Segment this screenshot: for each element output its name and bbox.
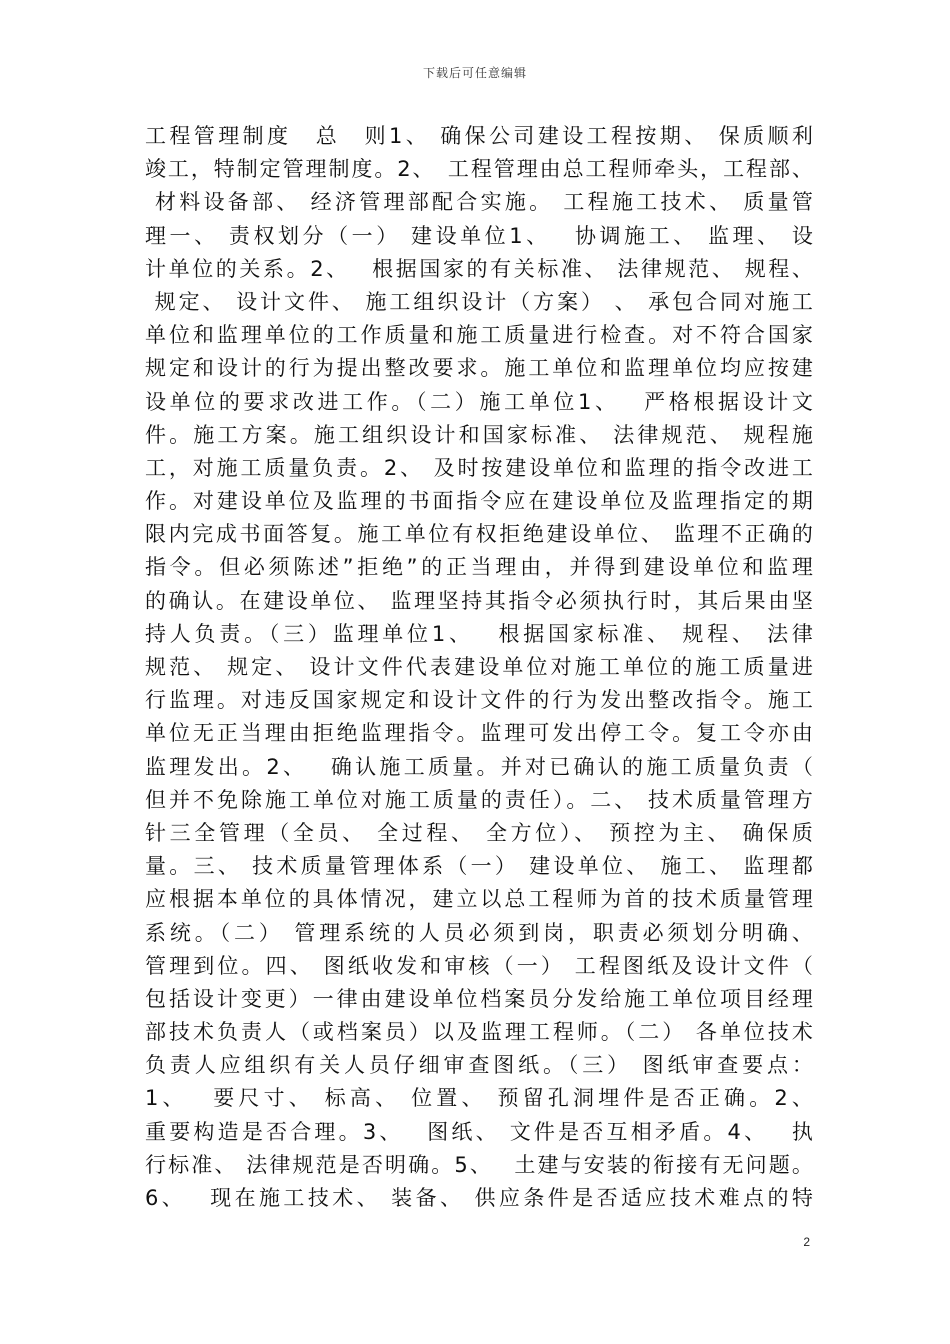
body-line: 工，对施工质量负责。2、 及时按建设单位和监理的指令改进工 <box>145 455 813 480</box>
body-line: 工程管理制度 总 则1、 确保公司建设工程按期、 保质顺利 <box>145 124 813 148</box>
page-header: 下载后可任意编辑 <box>422 66 527 80</box>
body-line: 量。三、 技术质量管理体系（一） 建设单位、 施工、 监理都 <box>145 854 813 879</box>
body-line: 应根据本单位的具体情况，建立以总工程师为首的技术质量管理 <box>145 887 813 912</box>
body-line: 限内完成书面答复。施工单位有权拒绝建设单位、 监理不正确的 <box>145 522 813 547</box>
body-line: 规范、 规定、 设计文件代表建设单位对施工单位的施工质量进 <box>145 655 813 679</box>
body-line: 的确认。在建设单位、 监理坚持其指令必须执行时，其后果由坚 <box>145 588 813 613</box>
body-line: 规定、 设计文件、 施工组织设计（方案） 、 承包合同对施工 <box>145 289 813 314</box>
body-line: 计单位的关系。2、 根据国家的有关标准、 法律规范、 规程、 <box>145 256 813 281</box>
body-line: 监理发出。2、 确认施工质量。并对已确认的施工质量负责（ <box>145 754 813 779</box>
body-line: 但并不免除施工单位对施工质量的责任）。二、 技术质量管理方 <box>145 787 813 812</box>
body-line: 理一、 责权划分（一） 建设单位1、 协调施工、 监理、 设 <box>145 223 813 248</box>
body-line: 行监理。对违反国家规定和设计文件的行为发出整改指令。施工 <box>145 688 813 713</box>
body-line: 系统。（二） 管理系统的人员必须到岗，职责必须划分明确、 <box>145 920 813 945</box>
body-line: 材料设备部、 经济管理部配合实施。 工程施工技术、 质量管 <box>145 190 813 215</box>
body-line: 6、 现在施工技术、 装备、 供应条件是否适应技术难点的特 <box>145 1186 813 1210</box>
body-line: 作。对建设单位及监理的书面指令应在建设单位及监理指定的期 <box>145 489 813 514</box>
body-line: 竣工，特制定管理制度。2、 工程管理由总工程师牵头，工程部、 <box>145 157 813 182</box>
body-line: 包括设计变更）一律由建设单位档案员分发给施工单位项目经理 <box>145 986 813 1011</box>
body-line: 设单位的要求改进工作。（二）施工单位1、 严格根据设计文 <box>145 389 813 414</box>
body-line: 单位无正当理由拒绝监理指令。监理可发出停工令。复工令亦由 <box>145 721 813 746</box>
page-number: 2 <box>803 1235 810 1249</box>
body-line: 针三全管理（全员、 全过程、 全方位）、 预控为主、 确保质 <box>145 820 813 845</box>
body-line: 行标准、 法律规范是否明确。5、 土建与安装的衔接有无问题。 <box>145 1152 813 1177</box>
document-body <box>145 120 813 1215</box>
body-line: 1、 要尺寸、 标高、 位置、 预留孔洞埋件是否正确。2、 <box>145 1086 813 1111</box>
body-line: 负责人应组织有关人员仔细审查图纸。（三） 图纸审查要点： <box>145 1053 813 1078</box>
body-line: 指令。但必须陈述”拒绝”的正当理由，并得到建设单位和监理 <box>145 555 813 580</box>
body-line: 管理到位。四、 图纸收发和审核（一） 工程图纸及设计文件（ <box>145 953 813 978</box>
body-line: 规定和设计的行为提出整改要求。施工单位和监理单位均应按建 <box>145 356 813 381</box>
body-line: 部技术负责人（或档案员）以及监理工程师。（二） 各单位技术 <box>145 1020 813 1045</box>
body-line: 持人负责。（三）监理单位1、 根据国家标准、 规程、 法律 <box>145 621 813 646</box>
body-line: 件。施工方案。施工组织设计和国家标准、 法律规范、 规程施 <box>145 422 813 447</box>
body-line: 单位和监理单位的工作质量和施工质量进行检查。对不符合国家 <box>145 323 813 348</box>
body-line: 重要构造是否合理。3、 图纸、 文件是否互相矛盾。4、 执 <box>145 1119 813 1144</box>
